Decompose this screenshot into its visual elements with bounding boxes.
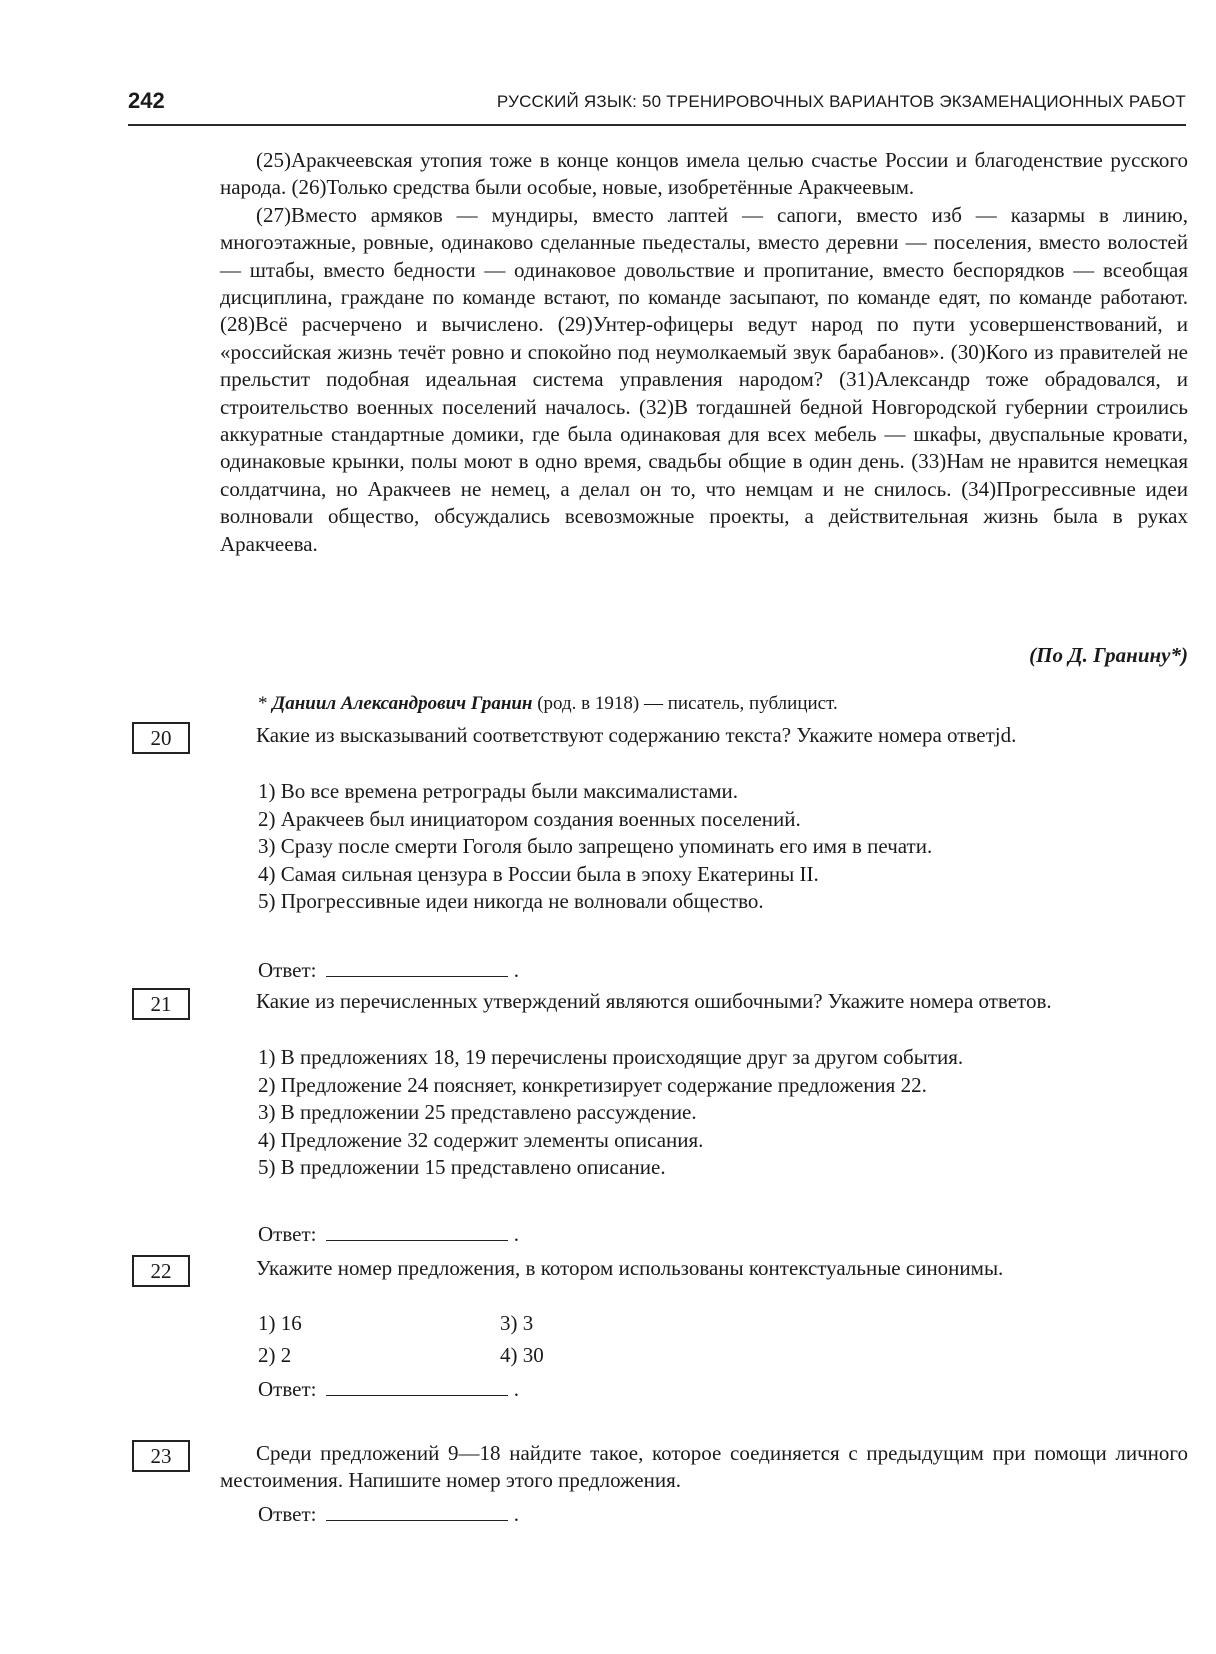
option-item: 1) В предложениях 18, 19 перечислены происходящие друг за другом события. <box>258 1045 964 1069</box>
answer-label: Ответ: <box>258 958 317 982</box>
task-question: Среди предложений 9—18 найдите такое, которое соединяется с предыдущим при помощи личного местоимения. Напишите номер этого предложения. <box>220 1441 1188 1493</box>
answer-blank-field[interactable] <box>326 1222 508 1241</box>
option-item: 2) Предложение 24 поясняет, конкретизирует содержание предложения 22. <box>258 1072 927 1097</box>
task-question: Какие из перечисленных утверждений являются ошибочными? Укажите номера ответов. <box>256 989 1052 1013</box>
answer-period: . <box>513 1377 519 1401</box>
task-number-box: 23 <box>132 1440 190 1472</box>
task-question: Какие из высказываний соответствуют содержанию текста? Укажите номера ответjd. <box>256 723 1017 747</box>
page-number: 242 <box>128 88 165 113</box>
answer-line <box>258 1502 519 1527</box>
answer-blank-field[interactable] <box>326 958 508 977</box>
answer-options <box>258 778 932 916</box>
text-paragraph: (25)Аракчеевская утопия тоже в конце концов имела целью счастье России и благоденствие русского народа. (26)Только средства были особые, новые, изобретённые Аракчеевым. <box>220 148 1188 200</box>
text-attribution: (По Д. Гранину*) <box>1029 643 1188 667</box>
answer-blank-field[interactable] <box>326 1377 508 1396</box>
task-number-box: 20 <box>132 722 190 754</box>
option-item: 5) В предложении 15 представлено описание. <box>258 1155 666 1180</box>
footnote-mark: * <box>258 693 273 714</box>
task-question: Укажите номер предложения, в котором использованы контекстуальные синонимы. <box>256 1256 1004 1280</box>
answer-line <box>258 958 519 983</box>
answer-blank-field[interactable] <box>326 1502 508 1521</box>
answer-label: Ответ: <box>258 1222 317 1246</box>
answer-period: . <box>513 958 519 982</box>
answer-period: . <box>513 1222 519 1246</box>
option-item: 3) Сразу после смерти Гоголя было запрещено упоминать его имя в печати. <box>258 834 933 859</box>
author-footnote <box>258 693 838 715</box>
answer-line <box>258 1222 519 1247</box>
answer-label: Ответ: <box>258 1502 317 1526</box>
task-number-box: 22 <box>132 1255 190 1287</box>
option-item: 4) Самая сильная цензура в России была в эпоху Екатерины II. <box>258 861 819 886</box>
option-item: 5) Прогрессивные идеи никогда не волновали общество. <box>258 889 764 914</box>
option-item: 1) 16 <box>258 1311 302 1335</box>
footnote-description: (род. в 1918) — писатель, публицист. <box>532 693 838 714</box>
option-item: 2) Аракчеев был инициатором создания военных поселений. <box>258 806 801 831</box>
option-item: 4) Предложение 32 содержит элементы описания. <box>258 1127 704 1152</box>
option-item: 3) 3 <box>500 1311 534 1335</box>
option-item: 2) 2 <box>258 1343 292 1367</box>
footnote-author-name: Даниил Александрович Гранин <box>272 693 533 714</box>
option-item: 3) В предложении 25 представлено рассуждение. <box>258 1100 697 1125</box>
reading-text <box>220 147 1188 558</box>
text-paragraph: (27)Вместо армяков — мундиры, вместо лаптей — сапоги, вместо изб — казармы в линию, многоэтажные, ровные, одинаково сделанные пьедесталы, вместо деревни — поселения, вместо волостей — штабы, вместо бедности — одинаковое довольствие и пропитание, вместо беспорядков — всеобщая дисциплина, граждане по команде встают, по команде засыпают, по команде едят, по команде работают. (28)Всё расчерчено и вычислено. (29)Унтер-офицеры ведут народ по пути усовершенствований, и «российская жизнь течёт ровно и спокойно под неумолкаемый звук барабанов». (30)Кого из правителей не прельстит подобная идеальная система управления народом? (31)Александр тоже обрадовался, и строительство военных поселений началось. (32)В тогдашней бедной Новгородской губернии строились аккуратные стандартные домики, где была одинаковая для всех мебель — шкафы, двуспальные кровати, одинаковые крынки, полы моют в одно время, свадьбы общие в один день. (33)Нам не нравится немецкая солдатчина, но Аракчеев не немец, а делал он то, что немцам и не снилось. (34)Прогрессивные идеи волновали общество, обсуждались всевозможные проекты, а действительная жизнь была в руках Аракчеева. <box>220 202 1188 556</box>
page-header <box>128 84 1186 126</box>
answer-label: Ответ: <box>258 1377 317 1401</box>
answer-period: . <box>513 1502 519 1526</box>
answer-options <box>258 1044 963 1182</box>
option-item: 4) 30 <box>500 1343 544 1367</box>
answer-line <box>258 1377 519 1402</box>
task-number-box: 21 <box>132 988 190 1020</box>
option-item: 1) Во все времена ретрограды были максималистами. <box>258 779 739 803</box>
running-title: РУССКИЙ ЯЗЫК: 50 ТРЕНИРОВОЧНЫХ ВАРИАНТОВ ЭКЗАМЕНАЦИОННЫХ РАБОТ <box>496 92 1186 111</box>
